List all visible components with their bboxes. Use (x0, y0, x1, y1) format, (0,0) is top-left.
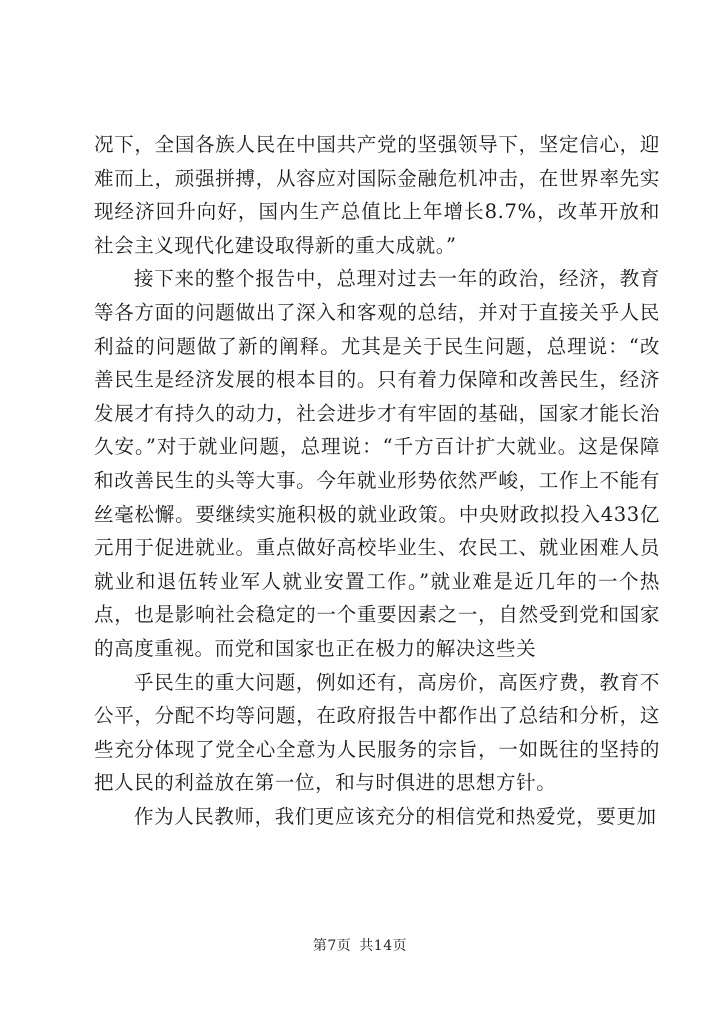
paragraph-1: 况下，全国各族人民在中国共产党的坚强领导下，坚定信心，迎难而上，顽强拼搏，从容应对国际金融危机冲击，在世界率先实现经济回升向好，国内生产总值比上年增长8.7%，改革开放和社会主义现代化建设取得新的重大成就。” (94, 133, 660, 257)
body-text (94, 128, 660, 833)
paragraph-2: 接下来的整个报告中，总理对过去一年的政治，经济，教育等各方面的问题做出了深入和客观的总结，并对于直接关乎人民利益的问题做了新的阐释。尤其是关于民生问题，总理说：“改善民生是经济发展的根本目的。只有着力保障和改善民生，经济发展才有持久的动力，社会进步才有牢固的基础，国家才能长治久安。”对于就业问题，总理说：“千方百计扩大就业。这是保障和改善民生的头等大事。今年就业形势依然严峻，工作上不能有丝毫松懈。要继续实施积极的就业政策。中央财政拟投入433亿元用于促进就业。重点做好高校毕业生、农民工、就业困难人员就业和退伍转业军人就业安置工作。”就业难是近几年的一个热点，也是影响社会稳定的一个重要因素之一，自然受到党和国家的高度重视。而党和国家也正在极力的解决这些关 (94, 267, 660, 660)
page-total: 共14页 (359, 938, 408, 954)
page-footer (0, 935, 720, 955)
paragraph-4: 作为人民教师，我们更应该充分的相信党和热爱党，要更加 (134, 804, 657, 828)
page-number: 第7页 (312, 938, 352, 954)
paragraph-3: 乎民生的重大问题，例如还有，高房价，高医疗费，教育不公平，分配不均等问题，在政府报告中都作出了总结和分析，这些充分体现了党全心全意为人民服务的宗旨，一如既往的坚持的把人民的利益放在第一位，和与时俱进的思想方针。 (94, 670, 660, 795)
